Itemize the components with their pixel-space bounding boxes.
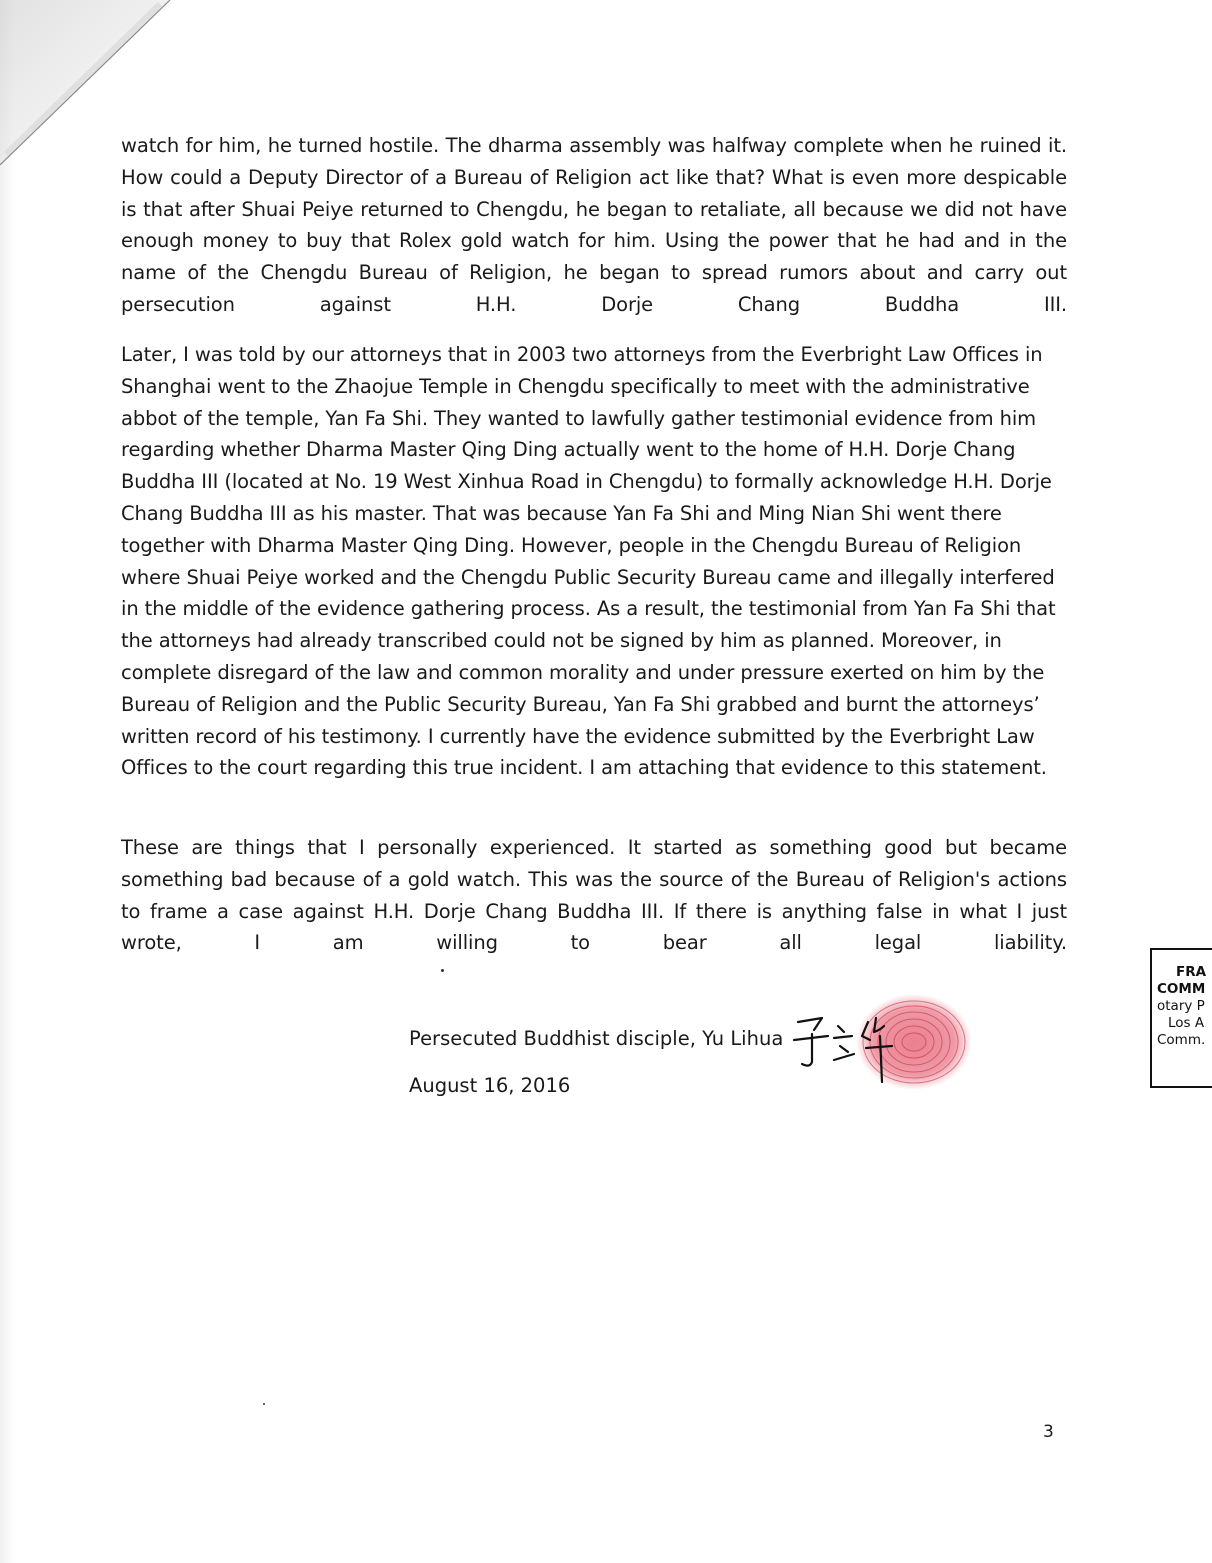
- signature-date: August 16, 2016: [409, 1074, 571, 1097]
- notary-stamp-line: COMM: [1157, 981, 1206, 997]
- scan-edge-shadow: [0, 0, 14, 1563]
- scan-speck: [441, 969, 444, 972]
- body-paragraph-3: These are things that I personally experienced. It started as something good but became something bad because of a gold watch. This was the source of the Bureau of Religion's actions to frame a case against H.H. Dorje Chang Buddha III. If there is anything false in what I just wrote, I am willing to bear all legal liability.: [121, 836, 1067, 955]
- notary-stamp: [1150, 948, 1212, 1088]
- signatory-name: Persecuted Buddhist disciple, Yu Lihua: [409, 1027, 784, 1050]
- notary-stamp-line: Comm.: [1157, 1032, 1206, 1048]
- notary-stamp-line: Los A: [1168, 1015, 1205, 1031]
- notary-stamp-line: otary P: [1157, 998, 1205, 1014]
- notary-stamp-line: FRA: [1176, 964, 1207, 980]
- scan-speck: [263, 1403, 265, 1405]
- handwritten-signature-with-fingerprint: [788, 996, 978, 1106]
- body-paragraph-2: Later, I was told by our attorneys that in 2003 two attorneys from the Everbright Law Offices in Shanghai went to the Zhaojue Temple in Chengdu specifically to meet with the administrative abbot of the temple, Yan Fa Shi. They wanted to lawfully gather testimonial evidence from him regarding whether Dharma Master Qing Ding actually went to the home of H.H. Dorje Chang Buddha III (located at No. 19 West Xinhua Road in Chengdu) to formally acknowledge H.H. Dorje Chang Buddha III as his master. That was because Yan Fa Shi and Ming Nian Shi went there together with Dharma Master Qing Ding. However, people in the Chengdu Bureau of Religion where Shuai Peiye worked and the Chengdu Public Security Bureau came and illegally interfered in the middle of the evidence gathering process. As a result, the testimonial from Yan Fa Shi that the attorneys had already transcribed could not be signed by him as planned. Moreover, in complete disregard of the law and common morality and under pressure exerted on him by the Bureau of Religion and the Public Security Bureau, Yan Fa Shi grabbed and burnt the attorneys’ written record of his testimony. I currently have the evidence submitted by the Everbright Law Offices to the court regarding this true incident. I am attaching that evidence to this statement.: [121, 343, 1056, 780]
- body-paragraph-1: watch for him, he turned hostile. The dharma assembly was halfway complete when he ruined it. How could a Deputy Director of a Bureau of Religion act like that? What is even more despicable is that after Shuai Peiye returned to Chengdu, he began to retaliate, all because we did not have enough money to buy that Rolex gold watch for him. Using the power that he had and in the name of the Chengdu Bureau of Religion, he began to spread rumors about and carry out persecution against H.H. Dorje Chang Buddha III.: [121, 134, 1067, 316]
- page-number: 3: [1043, 1422, 1054, 1442]
